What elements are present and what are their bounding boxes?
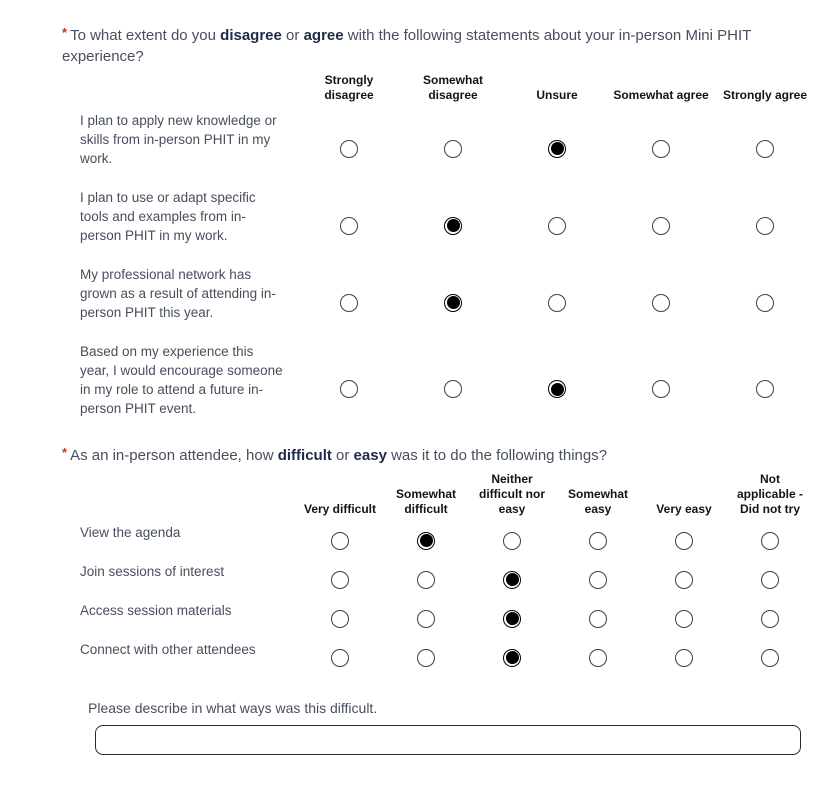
column-header-strongly-disagree: Strongly disagree [324,73,374,102]
column-header-somewhat-easy: Somewhat easy [567,487,628,516]
radio-cell [555,638,641,677]
radio-cell [641,599,727,638]
column-header-somewhat-difficult: Somewhat difficult [395,487,456,516]
radio-button[interactable] [417,610,435,628]
column-header-neither: Neither difficult nor easy [479,472,545,516]
matrix-table-agreement [80,73,828,418]
radio-cell [469,638,555,677]
question-2-text-bold-difficult: difficult [277,447,332,464]
radio-cell [505,140,609,158]
radio-button[interactable] [675,532,693,550]
radio-cell [469,560,555,599]
radio-cell [609,217,713,235]
radio-button[interactable] [444,217,462,235]
radio-cell [469,521,555,560]
radio-button[interactable] [652,294,670,312]
radio-button[interactable] [340,217,358,235]
radio-cell [297,521,383,560]
question-1-text-post: with the following statements about your in-person Mini PHIT experience? [62,27,752,65]
radio-cell [297,599,383,638]
column-header-somewhat-agree: Somewhat agree [613,88,709,102]
radio-button[interactable] [589,571,607,589]
required-asterisk: * [62,445,68,460]
matrix-row [80,111,828,168]
radio-button[interactable] [589,610,607,628]
radio-cell [713,217,817,235]
radio-button[interactable] [503,610,521,628]
row-label: I plan to apply new knowledge or skills from in-person PHIT in my work. [80,113,277,166]
radio-cell [401,140,505,158]
radio-button[interactable] [503,532,521,550]
radio-button[interactable] [331,532,349,550]
question-1-text-bold-disagree: disagree [220,27,282,44]
radio-cell [609,380,713,398]
column-header-somewhat-disagree: Somewhat disagree [422,73,483,102]
radio-cell [297,380,401,398]
matrix-row [80,638,828,677]
radio-cell [727,521,813,560]
radio-button[interactable] [417,649,435,667]
radio-button[interactable] [589,532,607,550]
question-2-text-bold-easy: easy [353,447,387,464]
radio-button[interactable] [503,649,521,667]
matrix-row [80,265,828,322]
radio-cell [727,599,813,638]
radio-cell [555,560,641,599]
column-header-not-applicable: Not applicable - Did not try [736,472,804,516]
radio-cell [555,599,641,638]
radio-cell [401,294,505,312]
question-2-text-pre: As an in-person attendee, how [70,447,278,464]
question-1-text-mid: or [281,27,304,44]
radio-cell [727,638,813,677]
question-2-text [62,442,807,466]
radio-button[interactable] [548,217,566,235]
column-header-very-easy: Very easy [656,502,712,516]
radio-button[interactable] [331,571,349,589]
radio-cell [297,560,383,599]
radio-button[interactable] [340,380,358,398]
radio-button[interactable] [589,649,607,667]
question-3-text: Please describe in what ways was this difficult. [88,700,378,716]
question-1-text-pre: To what extent do you [70,27,221,44]
radio-button[interactable] [548,294,566,312]
radio-button[interactable] [652,380,670,398]
radio-button[interactable] [444,294,462,312]
radio-cell [383,599,469,638]
radio-button[interactable] [331,649,349,667]
radio-cell [297,140,401,158]
radio-cell [297,294,401,312]
row-label: I plan to use or adapt specific tools and examples from in-person PHIT in my work. [80,190,256,243]
matrix-row [80,188,828,245]
radio-button[interactable] [761,571,779,589]
question-2-text-post: was it to do the following things? [386,447,608,464]
radio-cell [641,560,727,599]
difficulty-description-input[interactable] [95,725,801,755]
question-3 [0,699,828,755]
radio-cell [609,140,713,158]
row-label: Access session materials [80,603,232,618]
radio-cell [555,521,641,560]
matrix-row [80,560,828,599]
question-2 [0,442,828,677]
matrix-row [80,342,828,418]
radio-cell [383,638,469,677]
radio-button[interactable] [756,140,774,158]
row-label: My professional network has grown as a result of attending in-person PHIT this year. [80,267,276,320]
radio-button[interactable] [340,140,358,158]
radio-cell [401,380,505,398]
radio-button[interactable] [444,380,462,398]
radio-cell [469,599,555,638]
radio-cell [609,294,713,312]
radio-button[interactable] [761,649,779,667]
radio-cell [505,217,609,235]
radio-button[interactable] [340,294,358,312]
radio-button[interactable] [652,217,670,235]
radio-button[interactable] [761,610,779,628]
matrix-1-header-row [80,73,828,103]
column-header-very-difficult: Very difficult [303,502,377,516]
radio-cell [383,560,469,599]
radio-cell [505,294,609,312]
question-1-text-bold-agree: agree [303,27,344,44]
radio-cell [505,380,609,398]
radio-button[interactable] [756,380,774,398]
row-label: View the agenda [80,525,181,540]
matrix-row [80,521,828,560]
radio-cell [401,217,505,235]
matrix-2-header-row [80,472,828,517]
radio-button[interactable] [652,140,670,158]
radio-button[interactable] [548,380,566,398]
required-asterisk: * [62,25,68,40]
radio-button[interactable] [756,294,774,312]
question-1-text [62,22,807,67]
radio-cell [727,560,813,599]
matrix-row [80,599,828,638]
radio-cell [641,521,727,560]
radio-cell [713,380,817,398]
radio-cell [297,217,401,235]
radio-cell [713,294,817,312]
radio-button[interactable] [503,571,521,589]
radio-cell [713,140,817,158]
row-label: Based on my experience this year, I would encourage someone in my role to attend a future in-person PHIT event. [80,344,283,416]
radio-button[interactable] [444,140,462,158]
radio-cell [383,521,469,560]
radio-cell [641,638,727,677]
question-1 [0,22,828,418]
radio-button[interactable] [548,140,566,158]
column-header-strongly-agree: Strongly agree [722,88,808,102]
row-label: Join sessions of interest [80,564,225,579]
radio-button[interactable] [761,532,779,550]
radio-button[interactable] [331,610,349,628]
radio-button[interactable] [675,649,693,667]
matrix-table-difficulty [80,472,828,677]
radio-button[interactable] [675,571,693,589]
radio-button[interactable] [417,532,435,550]
radio-button[interactable] [675,610,693,628]
radio-button[interactable] [417,571,435,589]
column-header-unsure: Unsure [536,88,578,102]
question-2-text-mid: or [331,447,354,464]
radio-button[interactable] [756,217,774,235]
radio-cell [297,638,383,677]
row-label: Connect with other attendees [80,642,256,657]
